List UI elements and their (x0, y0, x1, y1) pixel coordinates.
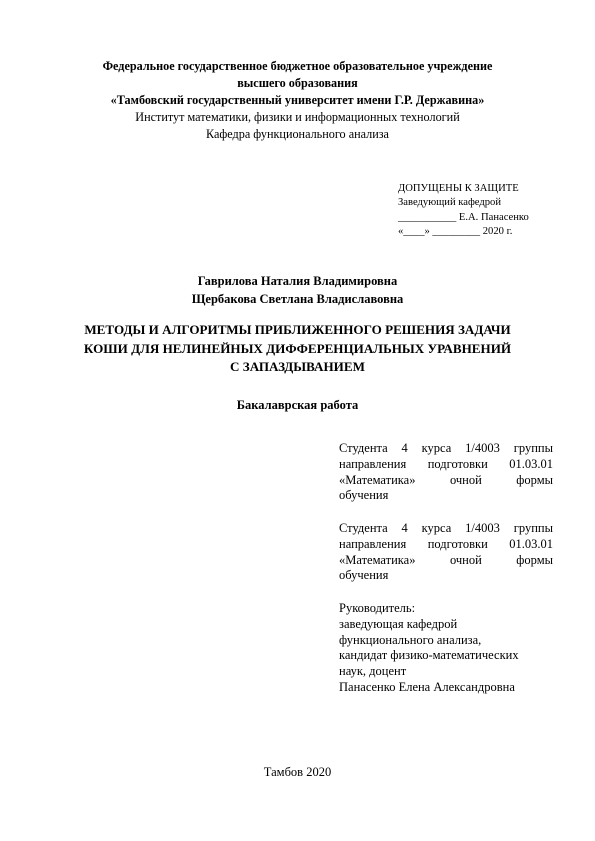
approval-signature-line: ___________ Е.А. Панасенко (398, 211, 529, 223)
student-1-info (339, 441, 553, 504)
approval-title: ДОПУЩЕНЫ К ЗАЩИТЕ (398, 183, 519, 194)
student-2-line-4: обучения (339, 568, 389, 583)
supervisor-line-1: Руководитель: (339, 601, 416, 615)
supervisor-line-4: кандидат физико-математических (339, 648, 519, 663)
work-type: Бакалаврская работа (236, 398, 359, 412)
approval-block (398, 182, 529, 240)
student-2-line-3: «Математика» очной формы (339, 552, 553, 567)
header-line-1: Федеральное государственное бюджетное образовательное учреждение (102, 59, 493, 73)
title-line-3: С ЗАПАЗДЫВАНИЕМ (230, 359, 365, 374)
thesis-title (0, 321, 595, 377)
city-year: Тамбов 2020 (263, 765, 332, 779)
supervisor-line-5: наук, доцент (339, 664, 407, 679)
student-1-line-2: направления подготовки 01.03.01 (339, 456, 553, 471)
header-line-2: высшего образования (237, 76, 358, 90)
supervisor-line-3: функционального анализа, (339, 632, 482, 647)
institute-name: Институт математики, физики и информационных технологий (135, 110, 460, 124)
supervisor-name: Панасенко Елена Александровна (339, 679, 515, 694)
title-line-1: МЕТОДЫ И АЛГОРИТМЫ ПРИБЛИЖЕННОГО РЕШЕНИЯ ЗАДАЧИ (84, 322, 511, 337)
author-1: Гаврилова Наталия Владимировна (197, 274, 398, 288)
institution-header (0, 58, 595, 143)
supervisor-line-2: заведующая кафедрой (339, 616, 458, 631)
student-2-info (339, 521, 553, 584)
student-1-line-1: Студента 4 курса 1/4003 группы (339, 441, 553, 455)
student-1-line-3: «Математика» очной формы (339, 472, 553, 487)
department-name: Кафедра функционального анализа (206, 127, 389, 141)
supervisor-info (339, 601, 553, 696)
approval-date-line: «____» _________ 2020 г. (398, 226, 513, 238)
title-line-2: КОШИ ДЛЯ НЕЛИНЕЙНЫХ ДИФФЕРЕНЦИАЛЬНЫХ УРАВНЕНИЙ (83, 340, 512, 356)
university-name: «Тамбовский государственный университет имени Г.Р. Державина» (110, 93, 485, 107)
student-2-line-2: направления подготовки 01.03.01 (339, 536, 553, 551)
authors-block (0, 273, 595, 308)
student-1-line-4: обучения (339, 488, 389, 503)
approval-head-title: Заведующий кафедрой (398, 197, 502, 209)
student-2-line-1: Студента 4 курса 1/4003 группы (339, 521, 553, 535)
author-2: Щербакова Светлана Владиславовна (191, 291, 404, 306)
